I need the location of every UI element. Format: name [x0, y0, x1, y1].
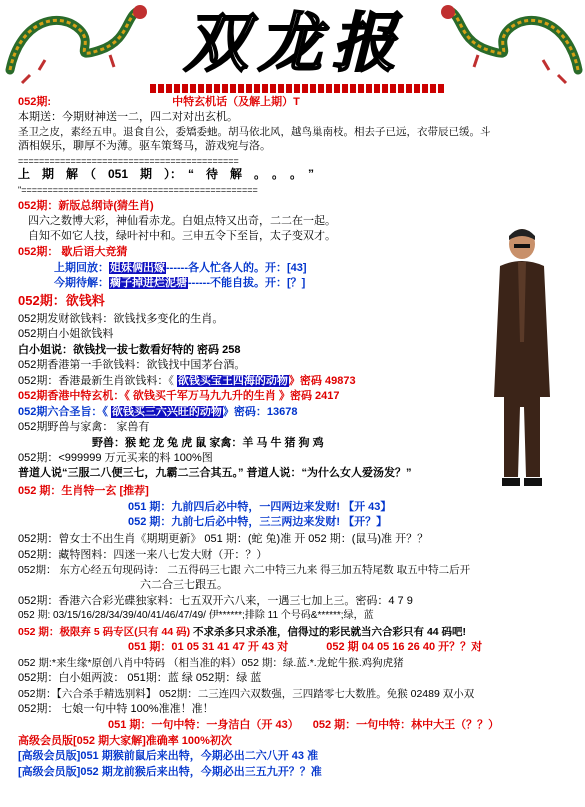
text-line: 052期：白小姐两波： 051期：蓝 绿 052期：绿 蓝: [18, 672, 262, 684]
section-heading: 052期：欲钱料: [18, 293, 105, 308]
text-line: 051 期：一句中特：一身洁白（开 43） 052 期：一句中特：林中大王（？？）: [108, 719, 500, 731]
section-heading: 052 期：生肖特一玄 [推荐]: [18, 485, 149, 497]
divider: ==========================================: [18, 156, 239, 166]
text-line: 052期香港第一手欲钱料：欲钱找中国茅台酒。: [18, 359, 246, 371]
text-line: 052 期：九前七后必中特，三三两边来发财! 【开？】: [128, 516, 388, 528]
riddle-current: 今期待解：瘸子掉进烂泥塘------不能自拔。开：[？]: [54, 277, 306, 289]
text-line: 052 期: 03/15/16/28/34/39/40/41/46/47/49/ 伊******;排除 11 个号码&******;绿，蓝: [18, 610, 374, 621]
text-line: 六二合三七跟五。: [140, 579, 228, 591]
text-line: 普道人说“三服二八便三七，九霸二三合其五。” 普道人说：“为什么女人爱汤发？”: [18, 467, 412, 479]
last-issue-answer: 上 期 解 （ 051 期 ）： “ 待 解 。 。 。 ”: [18, 167, 315, 181]
title-underline: [150, 84, 446, 93]
riddle-last: 上期回放：姐妹俩出嫁------各人忙各人的。开：[43]: [54, 262, 307, 274]
poem-line: 自知不如它人技，绿叶衬中和。三申五令下至旨，太子变双才。: [28, 230, 336, 242]
text-line: 052期：<999999 万元买来的料 100%图: [18, 452, 213, 464]
text-line: 高级会员版[052 期大家解]准确率 100%初次: [18, 735, 232, 747]
person-photo: [490, 222, 555, 490]
text-line: 052期：藏特图料：四迷一来八七发大财（开：？）: [18, 549, 268, 561]
section-heading: 052期： 歇后语大竞猜: [18, 246, 128, 258]
dragon-left-illustration: [0, 0, 150, 88]
section-heading: 052期：新版总纲诗(猜生肖): [18, 200, 154, 212]
text-line: 052期白小姐欲钱料: [18, 328, 114, 340]
text-line: 052 期：极限弃 5 码专区(只有 44 码) 不求杀多只求杀准，信得过的彩民就当六合彩只有 44 码吧!: [18, 626, 467, 638]
text-line: 052 期:*来生缘*原创八肖中特码 （相当准的料）052 期：绿.蓝.*.龙蛇牛猴.鸡狗虎猪: [18, 657, 404, 669]
issue-number: 052期:: [18, 96, 52, 108]
issue-heading: 中特玄机话（及解上期）T: [172, 96, 300, 108]
text-line: 酒相娱乐，聊厚不为薄。驱车策驽马，游戏宛与洛。: [18, 140, 271, 152]
text-line: 052期： 七娘一句中特 100%准准！准！: [18, 703, 214, 715]
text-line: 圣卫之皮，素经五申。退食自公，委矯委虵。胡马依北风，越鸟巢南枝。相去子已远，衣带辰已缓。斗: [18, 126, 491, 138]
text-line: 052期：【六合杀手精选别料】 052期：二三连四六双数强，三四踏零七大数胜。免猴 02489 双小双: [18, 688, 475, 700]
text-line: 本期送：今期财神送一二，四二对对出玄机。: [18, 111, 238, 123]
text-line: 052期六合圣旨：《 欲钱买三六兴旺的动物》密码：13678: [18, 406, 298, 418]
divider: "=============================================: [18, 185, 258, 195]
issue-line-1: [18, 95, 300, 109]
text-line: [高级会员版]051 期猴前鼠后来出特，今期必出二六八开 43 准: [18, 750, 319, 762]
text-line: 052期发财欲钱料：欲钱找多变化的生肖。: [18, 313, 224, 325]
text-line: 051 期：01 05 31 41 47 开 43 对 052 期 04 05 16 26 40 开？？对: [128, 641, 483, 653]
poem-line: 四六之数博大彩，神仙看赤龙。白姐点特又出奇，二二在一起。: [28, 215, 336, 227]
text-line: 052期：曾女士不出生肖《期期更新》 051 期：(蛇 兔)准 开 052 期：(鼠马)准 开？？: [18, 533, 429, 545]
text-line: 白小姐说：欲钱找一拔七数看好特的 密码 258: [18, 344, 241, 356]
text-line: 052期： 东方心经五句现码诗： 二五得码三七跟 六二中特三九来 得三加五特尾数 取五中特二后开: [18, 564, 471, 576]
dragon-right-illustration: [438, 0, 585, 88]
text-line: 052期香港中特玄机：《 欲钱买千军万马九九升的生肖 》密码 2417: [18, 390, 340, 402]
text-line: 052期野兽与家禽： 家兽有: [18, 421, 150, 433]
text-line: 051 期：九前四后必中特，一四两边来发财! 【开 43】: [128, 501, 392, 513]
page-title: 双龙报: [184, 6, 406, 81]
text-line: 野兽：猴 蛇 龙 兔 虎 鼠 家禽：羊 马 牛 猪 狗 鸡: [92, 437, 324, 449]
text-line: 052期：香港最新生肖欲钱料：《 欲钱买宝王四海的动物》密码 49873: [18, 375, 356, 387]
text-line: [高级会员版]052 期龙前猴后来出特，今期必出三五九开？？准: [18, 766, 322, 778]
text-line: 052期：香港六合彩光碟独家料：七五双开六八来，一遇三七加上三。密码：4 7 9: [18, 595, 413, 607]
